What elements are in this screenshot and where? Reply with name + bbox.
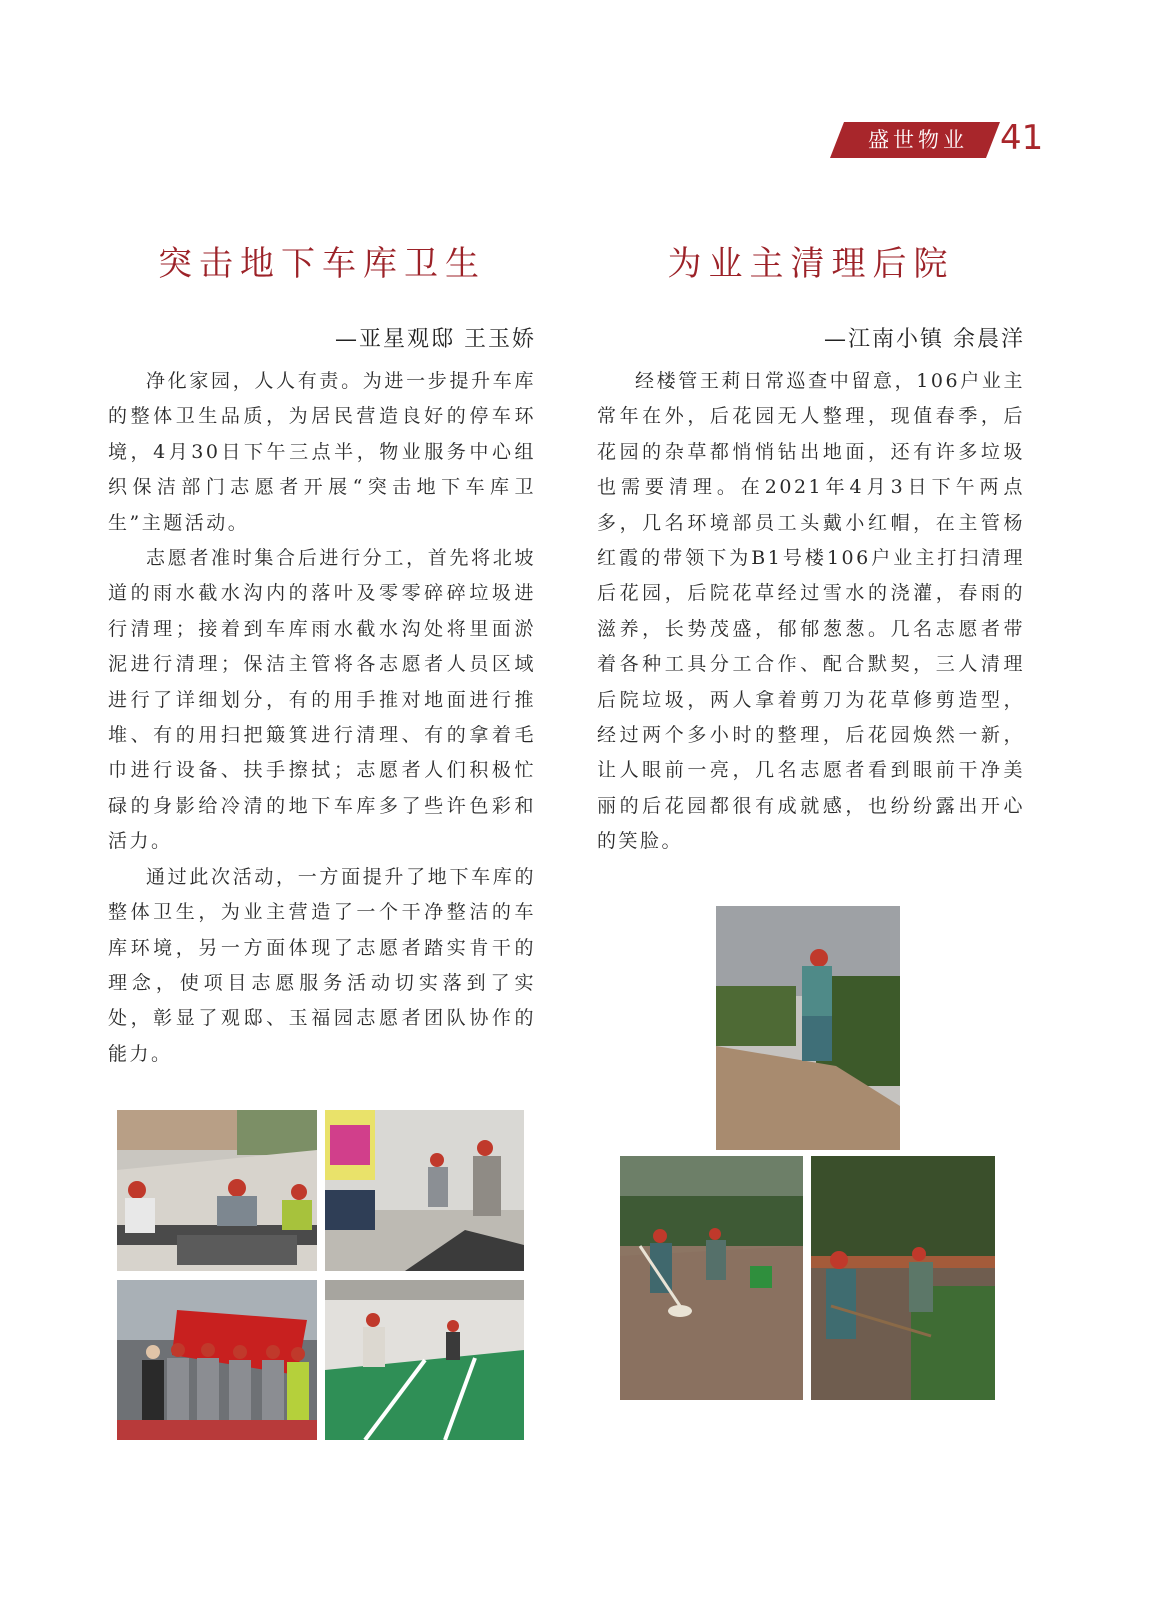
left-paragraph-2: 志愿者准时集合后进行分工，首先将北坡道的雨水截水沟内的落叶及零零碎碎垃圾进行清理；接着到车库雨水截水沟处将里面淤泥进行清理；保洁主管将各志愿者人员区域进行了详细划分，有的用手推对地面进行推堆、有的用扫把簸箕进行清理、有的拿着毛巾进行设备、扶手擦拭；志愿者人们积极忙碌的身影给冷清的地下车库多了些许色彩和活力。 — [108, 547, 536, 853]
right-article-byline: —江南小镇 余晨洋 — [824, 327, 1025, 352]
right-article-body — [597, 364, 1025, 860]
left-article-body — [108, 364, 536, 1072]
garage-sweeping-photo — [325, 1110, 524, 1271]
garden-pruning-photo — [716, 906, 900, 1150]
left-paragraph-3: 通过此次活动，一方面提升了地下车库的整体卫生，为业主营造了一个干净整洁的车库环境，另一方面体现了志愿者踏实肯干的理念，使项目志愿服务活动切实落到了实处，彰显了观邸、玉福园志愿者团队协作的能力。 — [108, 865, 536, 1065]
section-label: 盛世物业 — [868, 128, 968, 152]
left-article-title: 突击地下车库卫生 — [158, 244, 486, 284]
left-paragraph-1: 净化家园，人人有责。为进一步提升车库的整体卫生品质，为居民营造良好的停车环境，4月30日下午三点半，物业服务中心组织保洁部门志愿者开展“突击地下车库卫生”主题活动。 — [108, 370, 536, 534]
left-article-byline: —亚星观邸 王玉娇 — [335, 327, 536, 352]
garden-raking-photo — [811, 1156, 995, 1400]
page-number: 41 — [1000, 118, 1044, 158]
right-paragraph-1: 经楼管王莉日常巡查中留意，106户业主常年在外，后花园无人整理，现值春季，后花园的杂草都悄悄钻出地面，还有许多垃圾也需要清理。在2021年4月3日下午两点多，几名环境部员工头戴小红帽，在主管杨红霞的带领下为B1号楼106户业主打扫清理后花园，后院花草经过雪水的浇灌，春雨的滋养，长势茂盛，郁郁葱葱。几名志愿者带着各种工具分工合作、配合默契，三人清理后院垃圾，两人拿着剪刀为花草修剪造型，经过两个多小时的整理，后花园焕然一新，让人眼前一亮，几名志愿者看到眼前干净美丽的后花园都很有成就感，也纷纷露出开心的笑脸。 — [597, 370, 1025, 853]
parking-lot-cleaning-photo — [325, 1280, 524, 1440]
right-article-title: 为业主清理后院 — [667, 244, 955, 284]
garage-ramp-drain-cleaning-photo — [117, 1110, 317, 1271]
volunteer-group-flag-photo — [117, 1280, 317, 1440]
patio-sweeping-photo — [620, 1156, 803, 1400]
